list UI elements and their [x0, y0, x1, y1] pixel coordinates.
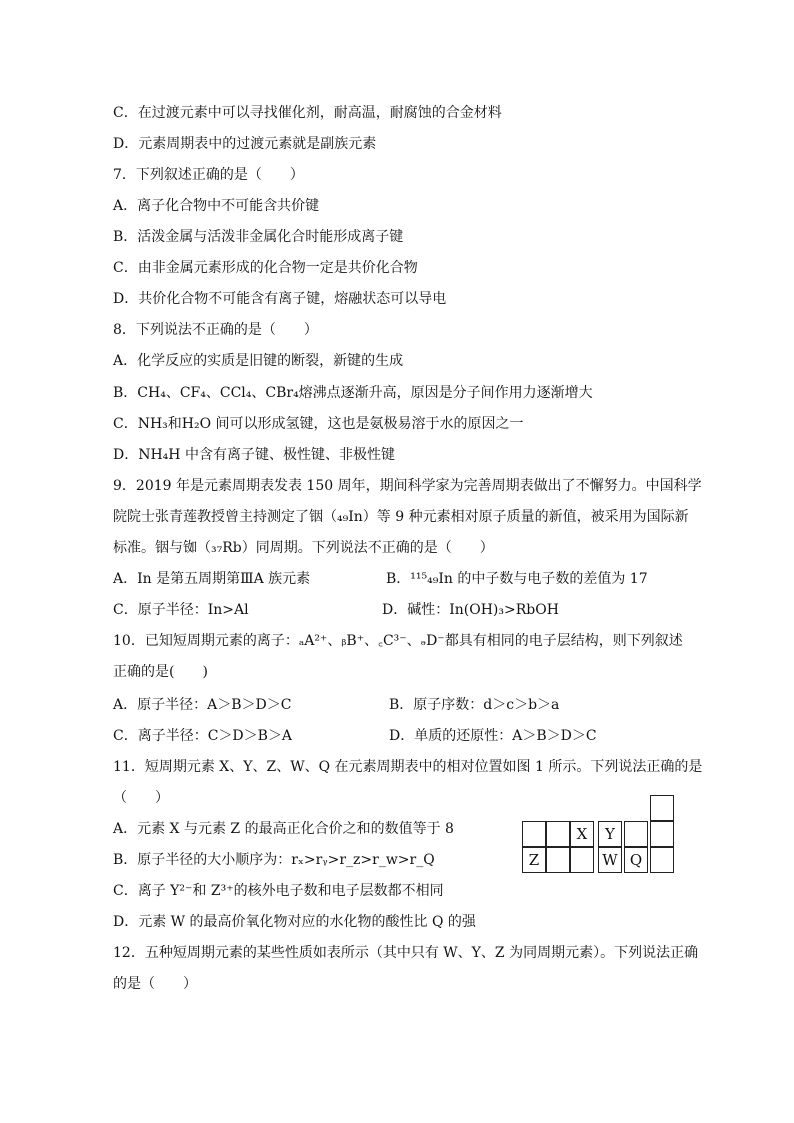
option-line: D．元素周期表中的过渡元素就是副族元素	[113, 136, 377, 152]
option-line: C．离子 Y²⁻和 Z³⁺的核外电子数和电子层数都不相同	[113, 883, 444, 899]
option-line: D．单质的还原性：A＞B＞D＞C	[389, 728, 597, 744]
question-stem: 11．短周期元素 X、Y、Z、W、Q 在元素周期表中的相对位置如图 1 所示。下列说法正确的是	[113, 759, 703, 775]
option-line: C．离子半径：C＞D＞B＞A	[113, 728, 293, 744]
question-stem: （ ）	[113, 790, 169, 806]
figure-cell-q: Q	[624, 847, 648, 873]
option-line: A．原子半径：A＞B＞D＞C	[113, 697, 292, 713]
option-line: B．原子序数：d＞c＞b＞a	[389, 697, 560, 713]
figure-cell	[650, 847, 674, 873]
figure-cell	[546, 821, 570, 847]
figure-cell-w: W	[598, 847, 622, 873]
figure-cell-z: Z	[522, 847, 546, 873]
option-line: D．碱性：In(OH)₃>RbOH	[382, 602, 559, 618]
figure-cell	[570, 847, 594, 873]
question-stem: 标准。铟与铷（₃₇Rb）同周期。下列说法不正确的是（ ）	[113, 540, 494, 556]
option-line: C．在过渡元素中可以寻找催化剂，耐高温，耐腐蚀的合金材料	[113, 105, 502, 121]
option-line: A．In 是第五周期第ⅢA 族元素	[113, 571, 311, 587]
question-stem: 的是（ ）	[113, 976, 197, 992]
figure-cell-x: X	[570, 821, 594, 847]
question-stem: 9．2019 年是元素周期表发表 150 周年，期间科学家为完善周期表做出了不懈努力。中国科学	[113, 478, 702, 494]
option-line: C．NH₃和H₂O 间可以形成氢键，这也是氨极易溶于水的原因之一	[113, 416, 524, 432]
question-stem: 10．已知短周期元素的离子：ₐA²⁺、ᵦB⁺、꜀C³⁻、ₔD⁻都具有相同的电子层结构，则下列叙述	[113, 633, 683, 649]
option-line: A．化学反应的实质是旧键的断裂，新键的生成	[113, 353, 404, 369]
option-line: D．元素 W 的最高价氧化物对应的水化物的酸性比 Q 的强	[113, 914, 476, 930]
question-stem: 8．下列说法不正确的是（ ）	[113, 322, 318, 338]
figure-cell	[650, 795, 674, 821]
figure-cell	[650, 821, 674, 847]
option-line: B．CH₄、CF₄、CCl₄、CBr₄熔沸点逐渐升高，原因是分子间作用力逐渐增大	[113, 385, 593, 401]
option-line: C．原子半径：In>Al	[113, 602, 249, 618]
question-stem: 院院士张青莲教授曾主持测定了铟（₄₉In）等 9 种元素相对原子质量的新值，被采用为国际新	[113, 509, 689, 525]
question-stem: 7．下列叙述正确的是（ ）	[113, 167, 304, 183]
question-stem: 正确的是( )	[113, 664, 208, 680]
option-line: B．活泼金属与活泼非金属化合时能形成离子键	[113, 229, 404, 245]
option-line: B．¹¹⁵₄₉In 的中子数与电子数的差值为 17	[386, 571, 648, 587]
figure-cell-y: Y	[598, 821, 622, 847]
option-line: C．由非金属元素形成的化合物一定是共价化合物	[113, 260, 418, 276]
option-line: A．离子化合物中不可能含共价键	[113, 198, 320, 214]
option-line: D．NH₄H 中含有离子键、极性键、非极性键	[113, 447, 395, 463]
option-line: D．共价化合物不可能含有离子键，熔融状态可以导电	[113, 291, 447, 307]
figure-cell	[546, 847, 570, 873]
option-line: B．原子半径的大小顺序为：rₓ>rᵧ>r_z>r_w>r_Q	[113, 852, 435, 868]
figure-cell	[624, 821, 648, 847]
option-line: A．元素 X 与元素 Z 的最高正化合价之和的数值等于 8	[113, 821, 454, 837]
question-stem: 12．五种短周期元素的某些性质如表所示（其中只有 W、Y、Z 为同周期元素）。下列说法正确	[113, 945, 699, 961]
figure-cell	[522, 821, 546, 847]
